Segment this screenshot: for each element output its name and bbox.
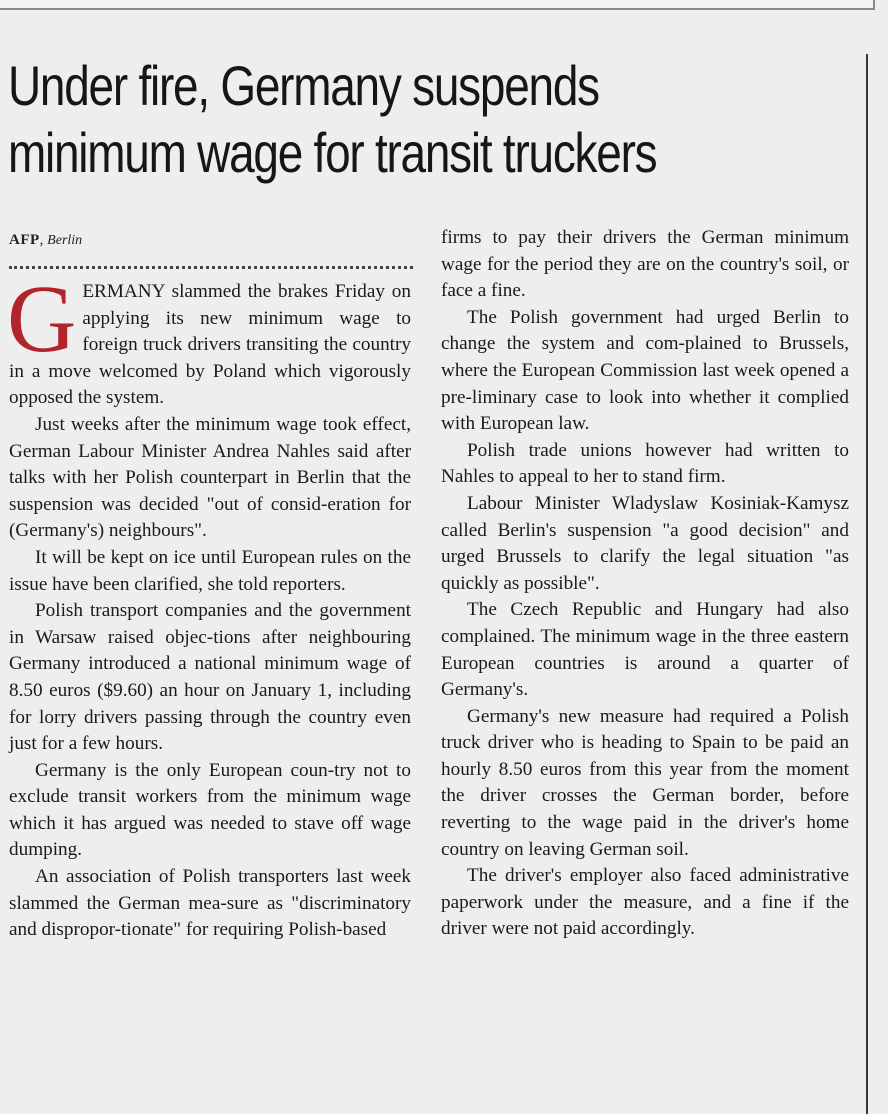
headline-line-2: minimum wage for transit truckers <box>8 121 657 184</box>
paragraph: The Polish government had urged Berlin to change the system and com-plained to Brussels, where the European Commission last week opened a pre-liminary case to look into whether it complied with European law. <box>441 306 849 435</box>
byline-dateline: Berlin <box>47 233 83 248</box>
paragraph: The Czech Republic and Hungary had also complained. The minimum wage in the three eastern European countries is around a quarter of Germany's. <box>441 599 849 701</box>
paragraph: Labour Minister Wladyslaw Kosiniak-Kamysz called Berlin's suspension "a good decision" and urged Brussels to clarify the legal situation "as quickly as possible". <box>441 492 849 594</box>
paragraph: Germany's new measure had required a Polish truck driver who is heading to Spain to be paid an hourly 8.50 euros from this year from the moment the driver crosses the German border, before reverting to the wage paid in the driver's home country on leaving German soil. <box>441 705 849 860</box>
byline-separator: , <box>39 232 48 248</box>
paragraph-text: slammed the brakes Friday on applying its new minimum wage to foreign truck drivers transiting the country in a move welcomed by Poland which vigorously opposed the system. <box>9 281 411 409</box>
paragraph-lead <box>7 265 411 412</box>
byline-agency: AFP <box>9 232 40 248</box>
paragraph: Polish trade unions however had written to Nahles to appeal to her to stand firm. <box>441 439 849 488</box>
paragraph: Just weeks after the minimum wage took effect, German Labour Minister Andrea Nahles said after talks with her Polish counterpart in Berlin that the suspension was decided "out of consid-eration for (Germany's) neighbours". <box>9 413 411 542</box>
article-column-left <box>7 265 411 944</box>
lead-caps: ERMANY <box>82 281 165 302</box>
column-divider-rule <box>866 54 868 1114</box>
article-column-right <box>441 225 849 943</box>
paragraph: An association of Polish transporters last week slammed the German mea-sure as "discriminatory and dispropor-tionate" for requiring Polish-based <box>9 866 411 941</box>
paragraph: It will be kept on ice until European rules on the issue have been clarified, she told reporters. <box>9 546 411 595</box>
paragraph: The driver's employer also faced administrative paperwork under the measure, and a fine if the driver were not paid accordingly. <box>441 865 849 940</box>
drop-cap: G <box>7 265 77 372</box>
paragraph-continued: firms to pay their drivers the German minimum wage for the period they are on the country's soil, or face a fine. <box>441 227 849 302</box>
headline <box>8 52 705 186</box>
paragraph: Polish transport companies and the government in Warsaw raised objec-tions after neighbouring Germany introduced a national minimum wage of 8.50 euros ($9.60) an hour on January 1, including for lorry drivers passing through the country even just for a few hours. <box>9 600 411 755</box>
byline <box>9 230 82 251</box>
top-border-rule <box>0 0 875 10</box>
headline-line-1: Under fire, Germany suspends <box>8 54 599 117</box>
paragraph: Germany is the only European coun-try not to exclude transit workers from the minimum wage which it has argued was needed to stave off wage dumping. <box>9 759 411 861</box>
